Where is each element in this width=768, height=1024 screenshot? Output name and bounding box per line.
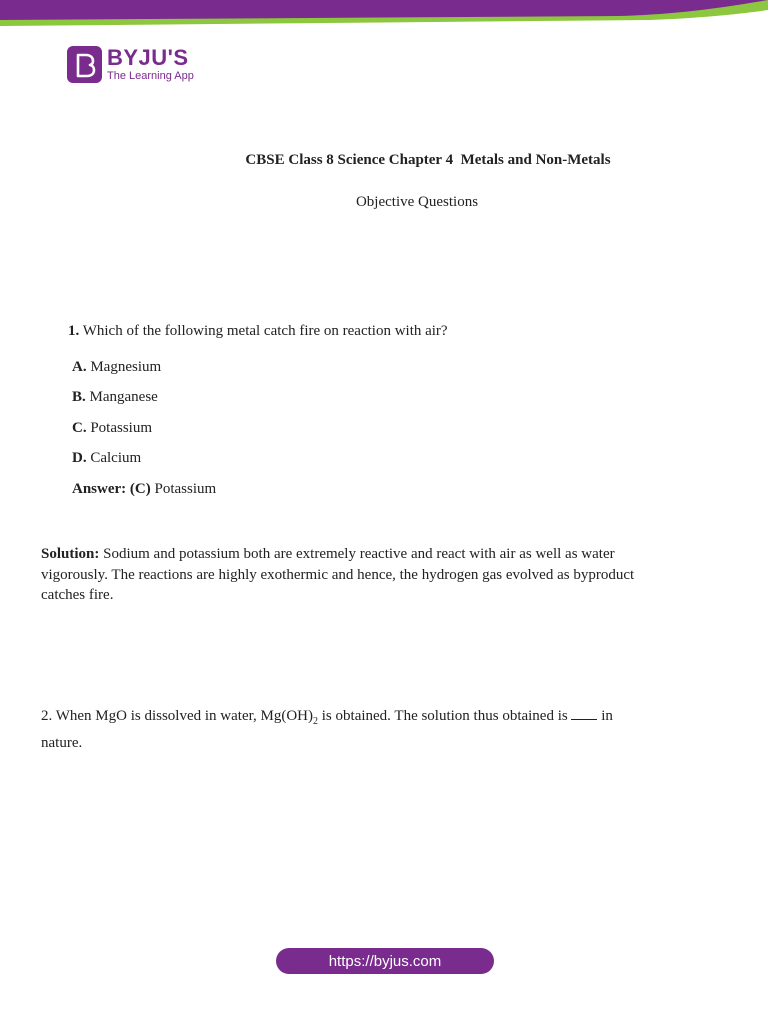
answer-blank	[571, 707, 597, 720]
document-title: CBSE Class 8 Science Chapter 4 Metals and Non-Metals	[245, 152, 611, 168]
option-d	[72, 450, 141, 467]
question-2-text-middle: is obtained. The solution thus obtained is	[318, 708, 572, 724]
answer-label: Answer:	[72, 481, 127, 497]
option-c	[72, 420, 152, 437]
question-number: 1.	[68, 323, 80, 339]
answer-key: (C)	[126, 481, 151, 497]
option-letter: D.	[72, 450, 87, 466]
question-2-text-end: in nature.	[41, 708, 613, 751]
question-2	[41, 706, 641, 753]
option-text: Manganese	[85, 389, 158, 405]
option-text: Calcium	[86, 450, 142, 466]
solution-paragraph	[41, 544, 661, 606]
question-2-text-start: 2. When MgO is dissolved in water, Mg(OH)	[41, 708, 314, 724]
brand-tagline: The Learning App	[107, 70, 194, 82]
question-1	[68, 323, 448, 340]
byjus-logo	[67, 46, 194, 83]
answer-text: Potassium	[150, 481, 217, 497]
option-letter: A.	[72, 359, 87, 375]
byjus-logo-mark	[67, 46, 102, 83]
option-b	[72, 389, 158, 406]
question-text: Which of the following metal catch fire on reaction with air?	[79, 323, 448, 339]
subscript-2: 2	[313, 716, 319, 727]
brand-name: BYJU'S	[107, 45, 189, 70]
option-text: Magnesium	[86, 359, 162, 375]
option-a	[72, 359, 161, 376]
website-link[interactable]: https://byjus.com	[276, 948, 494, 974]
option-letter: C.	[72, 420, 87, 436]
solution-text: Sodium and potassium both are extremely reactive and react with air as well as water vigorously. The reactions are highly exothermic and hence, the hydrogen gas evolved as byproduct catches fire.	[41, 546, 635, 603]
top-decorative-bar	[0, 0, 768, 28]
document-subtitle: Objective Questions	[355, 194, 479, 210]
option-text: Potassium	[86, 420, 153, 436]
solution-label: Solution:	[41, 546, 100, 562]
option-letter: B.	[72, 389, 86, 405]
answer-line	[72, 481, 216, 498]
